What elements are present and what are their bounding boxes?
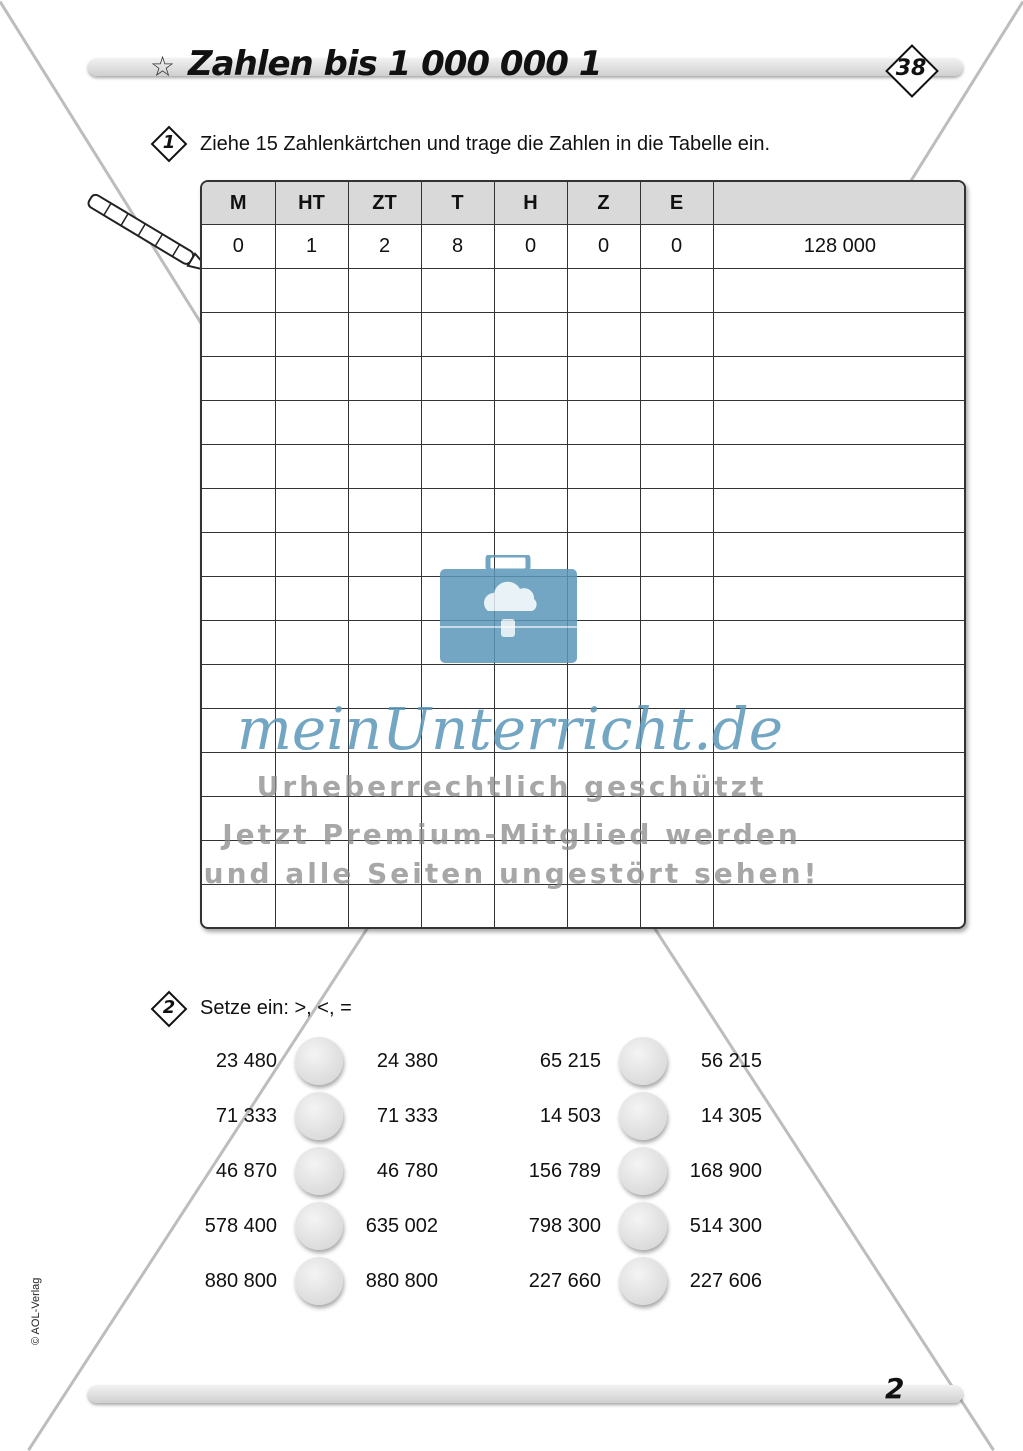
page-title: Zahlen bis 1 000 000 1 bbox=[188, 44, 602, 84]
task-instruction: Ziehe 15 Zahlenkärtchen und trage die Zahlen in die Tabelle ein. bbox=[200, 133, 771, 155]
table-cell-empty[interactable] bbox=[494, 313, 567, 357]
table-cell-empty[interactable] bbox=[348, 357, 421, 401]
column-header bbox=[713, 182, 964, 225]
table-cell-empty[interactable] bbox=[640, 357, 713, 401]
table-cell-empty[interactable] bbox=[348, 401, 421, 445]
table-cell: 0 bbox=[202, 225, 275, 269]
watermark-text: Jetzt Premium-Mitglied werden bbox=[222, 818, 801, 851]
table-cell-empty[interactable] bbox=[713, 445, 964, 489]
column-header: E bbox=[640, 182, 713, 225]
table-cell-empty[interactable] bbox=[202, 401, 275, 445]
table-cell-empty[interactable] bbox=[494, 401, 567, 445]
table-cell-empty[interactable] bbox=[202, 885, 275, 929]
table-row bbox=[202, 269, 964, 313]
compare-left-number: 156 789 bbox=[528, 1160, 601, 1182]
column-header: H bbox=[494, 182, 567, 225]
table-cell: 0 bbox=[640, 225, 713, 269]
answer-circle[interactable] bbox=[619, 1257, 667, 1305]
compare-right-number: 168 900 bbox=[689, 1160, 762, 1182]
table-cell-empty[interactable] bbox=[348, 445, 421, 489]
table-row bbox=[202, 577, 964, 621]
compare-right-number: 56 215 bbox=[700, 1050, 762, 1072]
table-cell-empty[interactable] bbox=[275, 401, 348, 445]
table-cell-empty[interactable] bbox=[567, 401, 640, 445]
column-header: Z bbox=[567, 182, 640, 225]
table-cell-empty[interactable] bbox=[713, 357, 964, 401]
compare-right-number: 514 300 bbox=[689, 1215, 762, 1237]
table-cell-empty[interactable] bbox=[713, 533, 964, 577]
table-cell-empty[interactable] bbox=[567, 885, 640, 929]
table-cell-empty[interactable] bbox=[494, 269, 567, 313]
table-cell-empty[interactable] bbox=[713, 577, 964, 621]
watermark-text: und alle Seiten ungestört sehen! bbox=[203, 857, 820, 890]
table-cell-empty[interactable] bbox=[202, 577, 275, 621]
column-header: T bbox=[421, 182, 494, 225]
table-header-row bbox=[202, 182, 964, 225]
watermark-text: Urheberrechtlich geschützt bbox=[256, 770, 767, 803]
table-cell: 1 bbox=[275, 225, 348, 269]
table-cell-empty[interactable] bbox=[640, 401, 713, 445]
table-cell-empty[interactable] bbox=[713, 489, 964, 533]
table-cell-empty[interactable] bbox=[275, 533, 348, 577]
table-cell-empty[interactable] bbox=[275, 577, 348, 621]
table-cell-empty[interactable] bbox=[202, 533, 275, 577]
table-cell-empty[interactable] bbox=[713, 885, 964, 929]
table-cell-empty[interactable] bbox=[348, 533, 421, 577]
table-cell-empty[interactable] bbox=[275, 621, 348, 665]
table-cell-empty[interactable] bbox=[421, 269, 494, 313]
copyright: © AOL-Verlag bbox=[30, 1277, 42, 1345]
briefcase-cloud-icon bbox=[440, 555, 577, 663]
place-value-table bbox=[200, 180, 966, 929]
table-cell-empty[interactable] bbox=[567, 313, 640, 357]
page-badge: 38 bbox=[895, 56, 927, 81]
compare-left-number: 14 503 bbox=[539, 1105, 601, 1127]
table-cell-empty[interactable] bbox=[421, 885, 494, 929]
answer-circle[interactable] bbox=[295, 1257, 343, 1305]
table-cell-empty[interactable] bbox=[567, 533, 640, 577]
table-cell-empty[interactable] bbox=[421, 357, 494, 401]
table-cell-empty[interactable] bbox=[348, 577, 421, 621]
column-header: M bbox=[202, 182, 275, 225]
table-row bbox=[202, 621, 964, 665]
compare-right-number: 46 780 bbox=[376, 1160, 438, 1182]
answer-circle[interactable] bbox=[295, 1202, 343, 1250]
table-cell-empty[interactable] bbox=[567, 357, 640, 401]
table-cell-empty[interactable] bbox=[421, 489, 494, 533]
table-cell-empty[interactable] bbox=[202, 445, 275, 489]
table-cell-empty[interactable] bbox=[275, 357, 348, 401]
table-cell-empty[interactable] bbox=[202, 621, 275, 665]
compare-right-number: 635 002 bbox=[365, 1215, 438, 1237]
table-row bbox=[202, 489, 964, 533]
compare-left-number: 578 400 bbox=[204, 1215, 277, 1237]
table-row bbox=[202, 313, 964, 357]
table-cell-empty[interactable] bbox=[275, 885, 348, 929]
table-cell-empty[interactable] bbox=[494, 445, 567, 489]
page-number: 2 bbox=[885, 1372, 905, 1405]
compare-right-number: 14 305 bbox=[700, 1105, 762, 1127]
answer-circle[interactable] bbox=[619, 1147, 667, 1195]
table-cell-empty[interactable] bbox=[640, 577, 713, 621]
table-cell-empty[interactable] bbox=[202, 313, 275, 357]
table-cell-empty[interactable] bbox=[275, 269, 348, 313]
table-cell-empty[interactable] bbox=[348, 621, 421, 665]
table-cell-empty[interactable] bbox=[202, 357, 275, 401]
table-cell-empty[interactable] bbox=[567, 577, 640, 621]
compare-left-number: 227 660 bbox=[528, 1270, 601, 1292]
table-cell: 2 bbox=[348, 225, 421, 269]
table-cell-empty[interactable] bbox=[421, 445, 494, 489]
compare-left-number: 23 480 bbox=[215, 1050, 277, 1072]
table-cell-empty[interactable] bbox=[640, 445, 713, 489]
table-cell-empty[interactable] bbox=[640, 621, 713, 665]
table-cell-empty[interactable] bbox=[348, 313, 421, 357]
watermark-brand: meinUnterricht.de bbox=[236, 695, 784, 763]
column-header: HT bbox=[275, 182, 348, 225]
table-cell-empty[interactable] bbox=[567, 445, 640, 489]
footer-bar bbox=[88, 1385, 963, 1403]
table-cell-empty[interactable] bbox=[640, 533, 713, 577]
table-cell-empty[interactable] bbox=[494, 489, 567, 533]
table-cell: 8 bbox=[421, 225, 494, 269]
compare-left-number: 65 215 bbox=[539, 1050, 601, 1072]
table-row bbox=[202, 401, 964, 445]
table-cell-empty[interactable] bbox=[202, 489, 275, 533]
task-number: 1 bbox=[162, 132, 176, 153]
table-row bbox=[202, 445, 964, 489]
compare-right-number: 71 333 bbox=[376, 1105, 438, 1127]
answer-circle[interactable] bbox=[619, 1037, 667, 1085]
answer-circle[interactable] bbox=[295, 1092, 343, 1140]
task-number: 2 bbox=[162, 997, 176, 1018]
answer-circle[interactable] bbox=[619, 1092, 667, 1140]
table-cell-empty[interactable] bbox=[421, 401, 494, 445]
table-cell-empty[interactable] bbox=[348, 269, 421, 313]
table-cell-empty[interactable] bbox=[202, 269, 275, 313]
table-cell-empty[interactable] bbox=[640, 269, 713, 313]
table-cell-empty[interactable] bbox=[713, 621, 964, 665]
answer-circle[interactable] bbox=[295, 1147, 343, 1195]
table-cell-empty[interactable] bbox=[713, 313, 964, 357]
compare-right-number: 880 800 bbox=[365, 1270, 438, 1292]
table-cell-empty[interactable] bbox=[348, 489, 421, 533]
table-cell-empty[interactable] bbox=[640, 885, 713, 929]
compare-left-number: 71 333 bbox=[215, 1105, 277, 1127]
table-row-example bbox=[202, 225, 964, 269]
table-cell-empty[interactable] bbox=[567, 489, 640, 533]
table-cell-empty[interactable] bbox=[421, 313, 494, 357]
table-row bbox=[202, 885, 964, 929]
table-cell-empty[interactable] bbox=[567, 269, 640, 313]
table-cell-empty[interactable] bbox=[275, 313, 348, 357]
table-cell-empty[interactable] bbox=[275, 445, 348, 489]
table-cell-empty[interactable] bbox=[713, 269, 964, 313]
answer-circle[interactable] bbox=[295, 1037, 343, 1085]
compare-left-number: 46 870 bbox=[215, 1160, 277, 1182]
table-cell-result: 128 000 bbox=[713, 225, 964, 269]
table-cell: 0 bbox=[494, 225, 567, 269]
table-cell-empty[interactable] bbox=[494, 357, 567, 401]
answer-circle[interactable] bbox=[619, 1202, 667, 1250]
table-cell-empty[interactable] bbox=[494, 885, 567, 929]
table-cell-empty[interactable] bbox=[348, 885, 421, 929]
column-header: ZT bbox=[348, 182, 421, 225]
table-row bbox=[202, 357, 964, 401]
compare-left-number: 880 800 bbox=[204, 1270, 277, 1292]
table-cell-empty[interactable] bbox=[275, 489, 348, 533]
table-cell-empty[interactable] bbox=[640, 489, 713, 533]
compare-right-number: 24 380 bbox=[376, 1050, 438, 1072]
table-row bbox=[202, 533, 964, 577]
compare-left-number: 798 300 bbox=[528, 1215, 601, 1237]
star-icon: ☆ bbox=[150, 51, 176, 82]
compare-right-number: 227 606 bbox=[689, 1270, 762, 1292]
table-cell-empty[interactable] bbox=[640, 313, 713, 357]
table-cell: 0 bbox=[567, 225, 640, 269]
table-cell-empty[interactable] bbox=[713, 401, 964, 445]
task-instruction: Setze ein: >, <, = bbox=[200, 997, 352, 1019]
table-cell-empty[interactable] bbox=[567, 621, 640, 665]
